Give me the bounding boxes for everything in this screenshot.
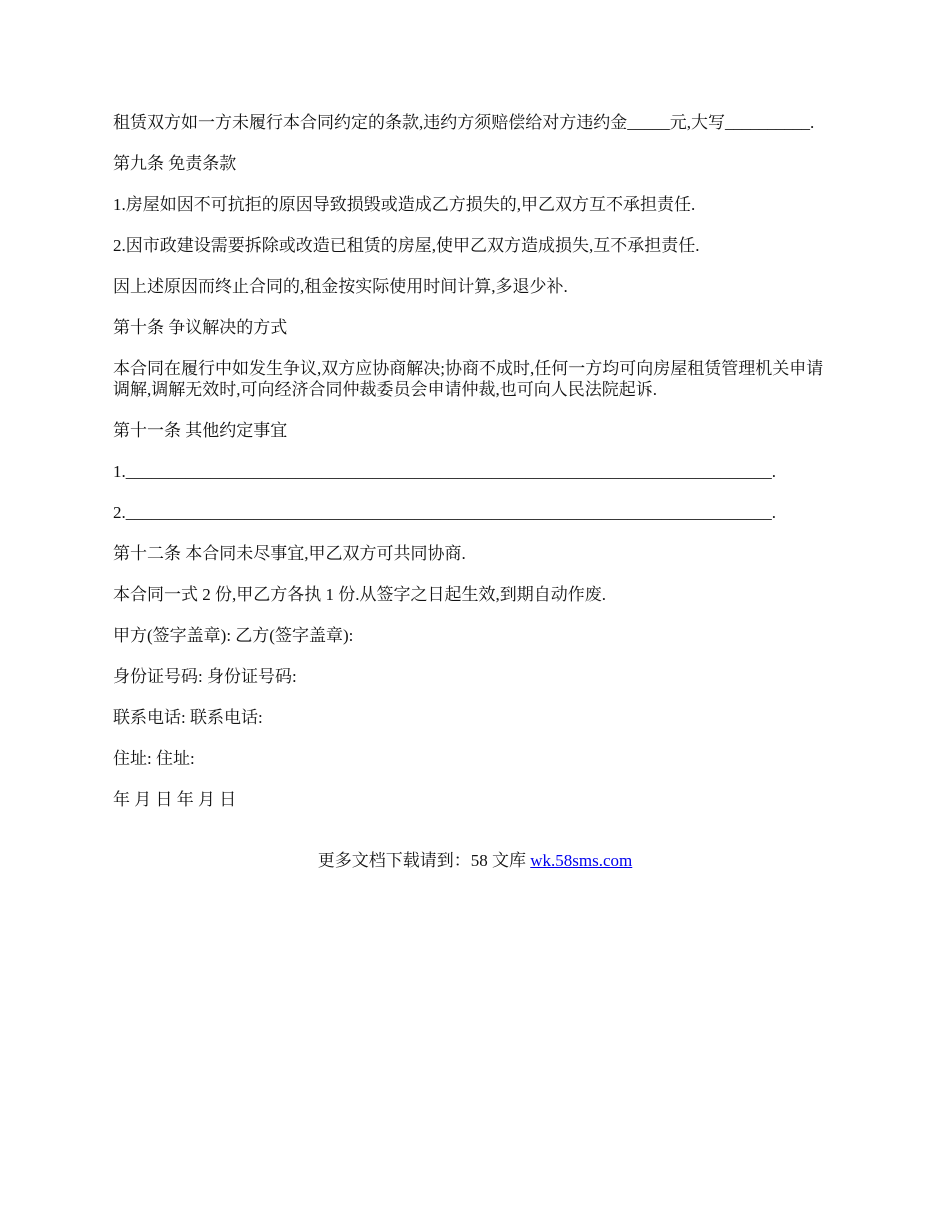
article-9-heading: 第九条 免责条款: [113, 154, 237, 173]
article-11-item-1: 1.____________________________________________________________________________.: [113, 462, 776, 481]
article-9-item-1: 1.房屋如因不可抗拒的原因导致损毁或造成乙方损失的,甲乙双方互不承担责任.: [113, 195, 696, 214]
date-line: 年 月 日 年 月 日: [113, 790, 237, 809]
signature-line: 甲方(签字盖章): 乙方(签字盖章):: [113, 626, 354, 645]
article-9-note: 因上述原因而终止合同的,租金按实际使用时间计算,多退少补.: [113, 277, 568, 296]
address-line: 住址: 住址:: [113, 749, 195, 768]
penalty-clause-paragraph: 租赁双方如一方未履行本合同约定的条款,违约方须赔偿给对方违约金_____元,大写__________.: [113, 113, 815, 132]
article-11-heading: 第十一条 其他约定事宜: [113, 421, 288, 440]
copies-clause: 本合同一式 2 份,甲乙方各执 1 份.从签字之日起生效,到期自动作废.: [113, 585, 606, 604]
footer-link[interactable]: wk.58sms.com: [530, 851, 633, 870]
article-11-item-2: 2.____________________________________________________________________________.: [113, 503, 776, 522]
article-12-heading: 第十二条 本合同未尽事宜,甲乙双方可共同协商.: [113, 544, 466, 563]
download-footer: [0, 850, 950, 871]
id-number-line: 身份证号码: 身份证号码:: [113, 667, 297, 686]
document-body: [113, 112, 840, 830]
article-10-heading: 第十条 争议解决的方式: [113, 318, 288, 337]
article-10-paragraph: 本合同在履行中如发生争议,双方应协商解决;协商不成时,任何一方均可向房屋租赁管理机关申请调解,调解无效时,可向经济合同仲裁委员会申请仲裁,也可向人民法院起诉.: [113, 359, 824, 399]
footer-prefix: 更多文档下载请到：58 文库: [317, 851, 531, 870]
phone-line: 联系电话: 联系电话:: [113, 708, 263, 727]
article-9-item-2: 2.因市政建设需要拆除或改造已租赁的房屋,使甲乙双方造成损失,互不承担责任.: [113, 236, 700, 255]
